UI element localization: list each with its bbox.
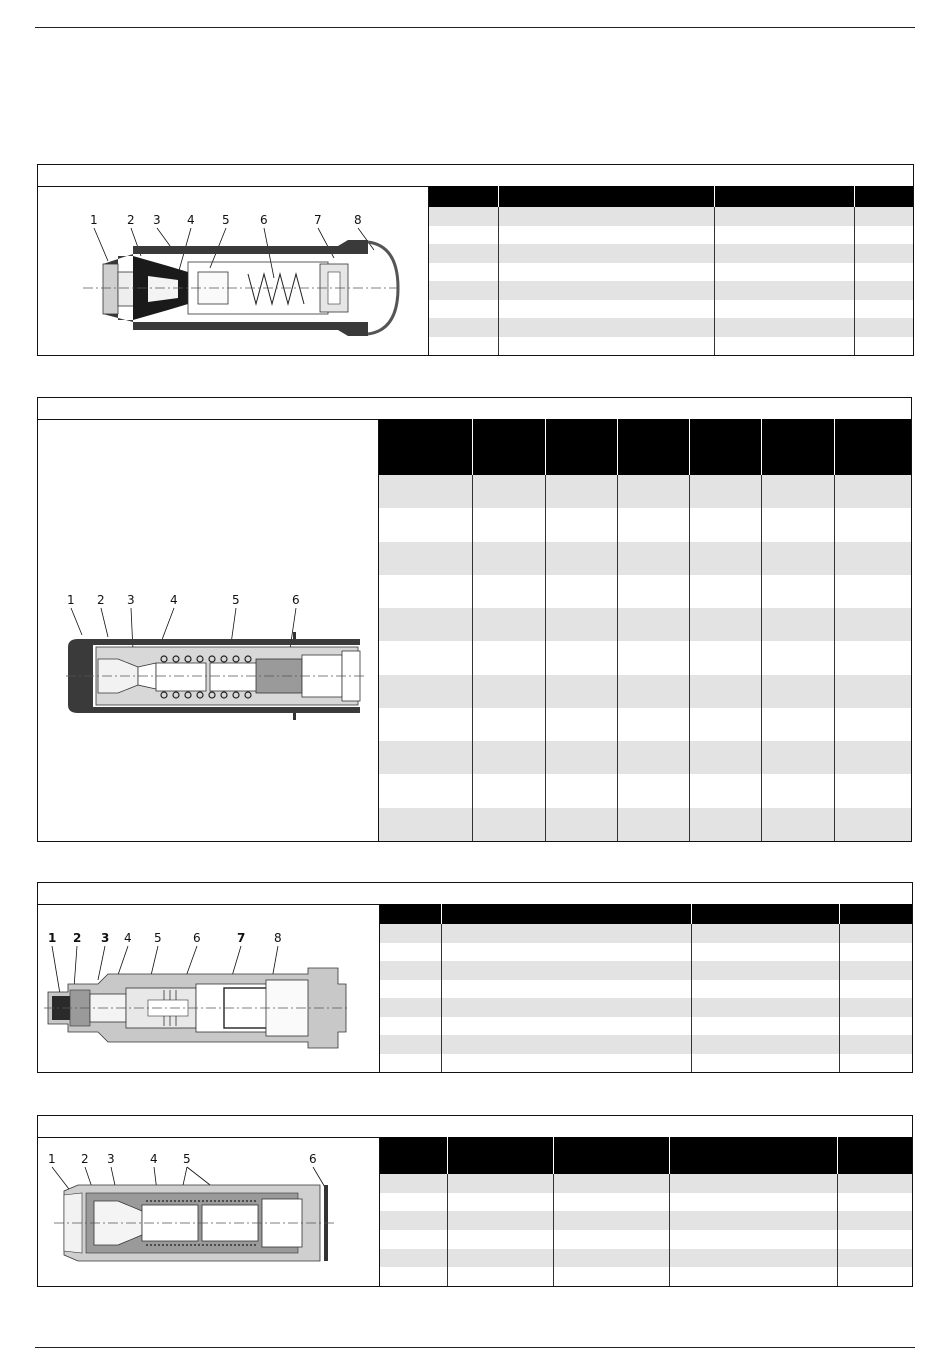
section-4-figure (38, 1137, 381, 1286)
section-4-title-bar (38, 1116, 912, 1138)
table-row (380, 943, 912, 962)
table-row (429, 244, 913, 263)
section-2 (37, 397, 912, 842)
table-row (429, 318, 913, 337)
section-2-title-bar (38, 398, 911, 420)
section-4-table (379, 1137, 912, 1286)
connector-cross-section-4 (38, 1137, 381, 1286)
table-row (429, 300, 913, 319)
table-row (380, 1017, 912, 1036)
table-row (379, 508, 911, 541)
table-row (379, 542, 911, 575)
table-row (379, 641, 911, 674)
callout-3: 3 (101, 931, 110, 945)
connector-cross-section-1 (38, 186, 430, 355)
table-row (429, 207, 913, 226)
table-row (429, 337, 913, 356)
table-row (429, 281, 913, 300)
callout-8: 8 (274, 931, 282, 945)
section-1-title-bar (38, 165, 913, 187)
callout-6: 6 (193, 931, 201, 945)
callout-6: 6 (260, 213, 268, 227)
table-row (379, 575, 911, 608)
table-header-row (379, 419, 911, 475)
section-3 (37, 882, 913, 1073)
table-row (379, 708, 911, 741)
callout-2: 2 (81, 1152, 89, 1166)
callout-4: 4 (124, 931, 132, 945)
table-row (429, 263, 913, 282)
connector-cross-section-2 (38, 419, 381, 841)
callout-2: 2 (97, 593, 105, 607)
callout-2: 2 (127, 213, 135, 227)
section-3-title-bar (38, 883, 912, 905)
callout-7: 7 (237, 931, 246, 945)
section-1 (37, 164, 914, 356)
callout-5: 5 (154, 931, 162, 945)
callout-8: 8 (354, 213, 362, 227)
callout-2: 2 (73, 931, 82, 945)
table-row (379, 741, 911, 774)
table-header-row (429, 186, 913, 207)
callout-4: 4 (170, 593, 178, 607)
table-row (380, 1230, 912, 1249)
section-3-table (379, 904, 912, 1072)
table-row (380, 1035, 912, 1054)
callout-6: 6 (309, 1152, 317, 1166)
section-3-figure (38, 904, 381, 1072)
callout-1: 1 (48, 1152, 56, 1166)
table-row (379, 774, 911, 807)
section-2-table (378, 419, 911, 841)
table-row (379, 808, 911, 841)
top-rule (35, 27, 915, 28)
table-row (380, 980, 912, 999)
callout-4: 4 (187, 213, 195, 227)
callout-1: 1 (90, 213, 98, 227)
callout-5: 5 (232, 593, 240, 607)
callout-1: 1 (67, 593, 75, 607)
section-1-table (428, 186, 913, 355)
table-row (380, 1193, 912, 1212)
callout-3: 3 (153, 213, 161, 227)
table-row (380, 961, 912, 980)
callout-1: 1 (48, 931, 57, 945)
table-header-row (380, 1137, 912, 1174)
table-row (429, 226, 913, 245)
table-row (380, 924, 912, 943)
connector-cross-section-3 (38, 904, 381, 1072)
callout-6: 6 (292, 593, 300, 607)
table-row (379, 675, 911, 708)
callout-7: 7 (314, 213, 322, 227)
table-row (379, 608, 911, 641)
table-row (379, 475, 911, 508)
callout-3: 3 (107, 1152, 115, 1166)
callout-5: 5 (183, 1152, 191, 1166)
callout-3: 3 (127, 593, 135, 607)
section-2-figure (38, 419, 381, 841)
table-row (380, 1267, 912, 1286)
callout-4: 4 (150, 1152, 158, 1166)
bottom-rule (35, 1347, 915, 1348)
table-row (380, 998, 912, 1017)
table-header-row (380, 904, 912, 924)
section-1-figure (38, 186, 430, 355)
callout-5: 5 (222, 213, 230, 227)
table-row (380, 1211, 912, 1230)
section-4 (37, 1115, 913, 1287)
table-row (380, 1054, 912, 1073)
table-row (380, 1249, 912, 1268)
table-row (380, 1174, 912, 1193)
